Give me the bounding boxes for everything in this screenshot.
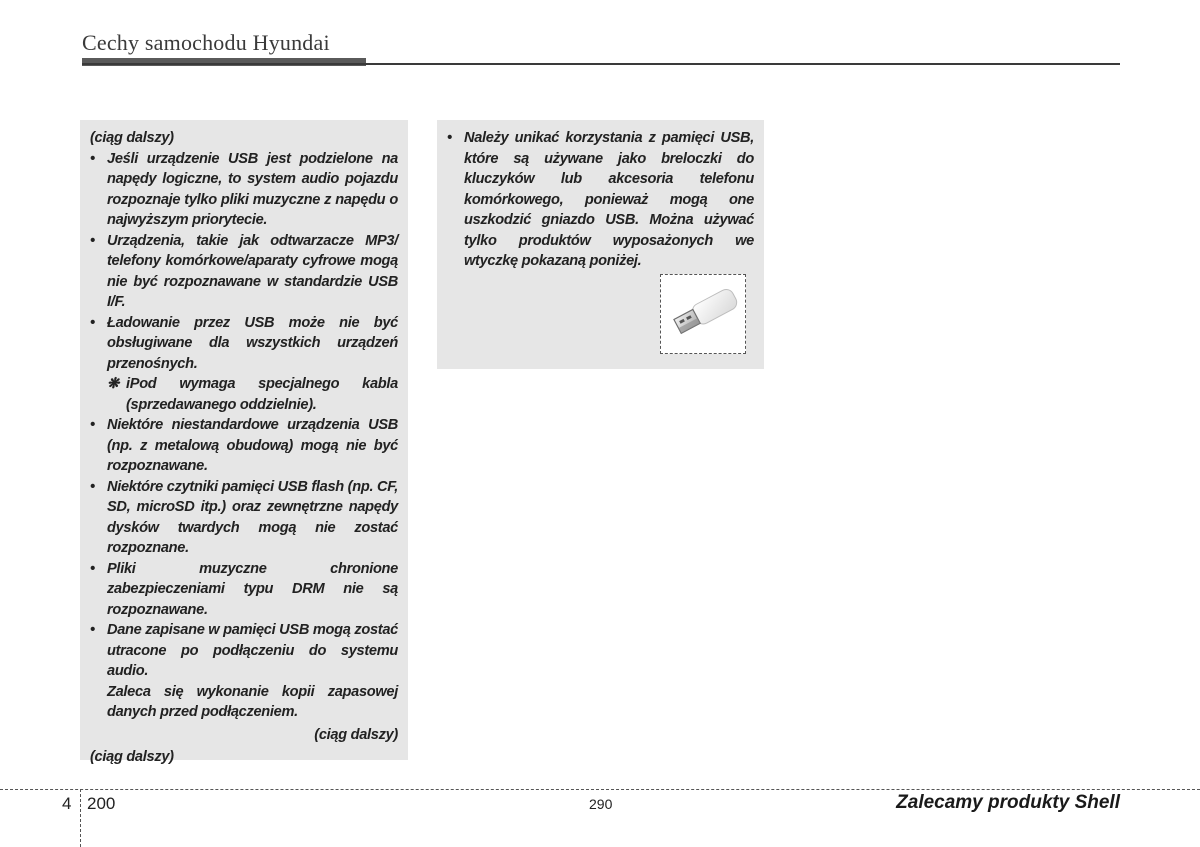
list-item-text: Niektóre niestandardowe urządzenia USB (np. z metalową obudową) mogą nie być rozpoznawane. [107, 417, 398, 474]
list-item [90, 620, 398, 723]
right-info-box [437, 120, 764, 369]
bullet-icon: • [90, 478, 95, 495]
bullet-list-right [447, 128, 754, 272]
continued-label-right: (ciąg dalszy) [314, 726, 398, 743]
list-item-extra-text: Zaleca się wykonanie kopii zapasowej danych przed podłączeniem. [107, 683, 398, 720]
chapter-number: 4 [62, 794, 72, 813]
list-item-text: Niektóre czytniki pamięci USB flash (np. CF, SD, microSD itp.) oraz zewnętrzne napędy dysków twardych mogą nie zostać rozpoznane. [107, 478, 398, 556]
bullet-icon: • [90, 314, 95, 331]
bullet-icon: • [90, 622, 95, 638]
list-item-text: Ładowanie przez USB może nie być obsługiwane dla wszystkich urządzeń przenośnych. [107, 314, 398, 372]
bullet-list-bottom [90, 415, 398, 723]
footer-dashed-divider [80, 789, 81, 847]
list-item [447, 128, 754, 272]
list-item [90, 415, 398, 477]
bullet-icon: • [90, 417, 95, 433]
bullet-icon: • [90, 232, 95, 249]
bullet-icon: • [447, 130, 452, 146]
footer-dashed-rule [0, 789, 1200, 790]
ipod-note [90, 374, 398, 415]
bullet-icon: • [90, 560, 95, 577]
list-item-text: Pliki muzyczne chronione zabezpieczeniami typu DRM nie są rozpoznawane. [107, 560, 398, 618]
note-asterisk-icon: ❋ [107, 376, 119, 392]
list-item [90, 313, 398, 375]
page-header-title: Cechy samochodu Hyundai [82, 30, 330, 55]
footer-brand-text: Zalecamy produkty Shell [896, 792, 1120, 813]
left-info-box [80, 120, 408, 765]
list-item-text: Jeśli urządzenie USB jest podzielone na napędy logiczne, to system audio pojazdu rozpoznaje tylko pliki muzyczne z napędu o najwyższym priorytecie. [107, 150, 398, 228]
header-rule [82, 63, 1120, 65]
bullet-icon: • [90, 150, 95, 167]
usb-flash-drive-icon [660, 274, 746, 354]
list-item [90, 559, 398, 621]
list-item-text: Urządzenia, takie jak odtwarzacze MP3/ telefony komórkowe/aparaty cyfrowe mogą nie być rozpoznawane w standardzie USB I/F. [107, 232, 398, 310]
page-number: 200 [87, 794, 116, 813]
list-item-text: Należy unikać korzystania z pamięci USB, które są używane jako breloczki do kluczyków lub akcesoria telefonu komórkowego, ponieważ mogą one uszkodzić gniazdo USB. Można używać tylko produktów wyposażonych we wtyczkę pokazaną poniżej. [464, 130, 754, 269]
continued-label-bottom: (ciąg dalszy) [90, 749, 174, 765]
continued-label-top: (ciąg dalszy) [90, 130, 174, 146]
list-item-text: Dane zapisane w pamięci USB mogą zostać utracone po podłączeniu do systemu audio. [107, 622, 398, 679]
bullet-list-top [90, 149, 398, 375]
list-item [90, 477, 398, 559]
pdf-page-number: 290 [589, 796, 613, 812]
list-item [90, 231, 398, 313]
note-text: iPod wymaga specjalnego kabla (sprzedawanego oddzielnie). [126, 376, 398, 413]
list-item [90, 149, 398, 231]
